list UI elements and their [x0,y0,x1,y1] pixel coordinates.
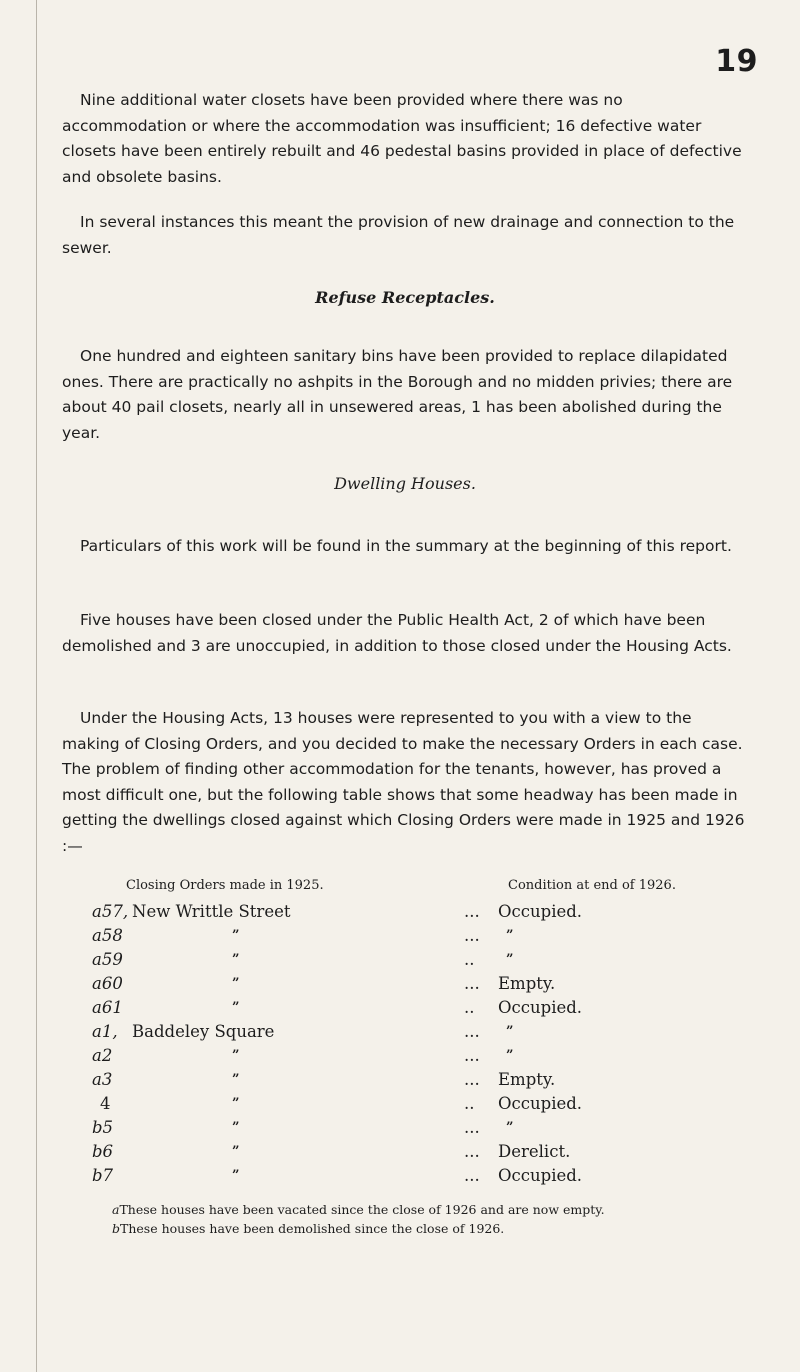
table-row [92,972,772,996]
table-row [92,1044,772,1068]
house-number: 4 [100,1094,111,1113]
house-number: a60 [92,974,123,993]
paragraph-particulars: Particulars of this work will be found in the summary at the beginning of this report. [80,537,732,555]
leader-dots: ... [464,902,480,921]
paragraph-water-closets: Nine additional water closets have been provided where there was no accommodation or where the accommodation was insufficient; 16 defective water closets have been entirely rebuilt and 46 pedestal basins provided in place of defective and obsolete basins. [62,91,742,186]
leader-dots: .. [464,950,475,969]
footnote-a [112,1200,762,1219]
house-number: a2 [92,1046,113,1065]
table-header-condition: Condition at end of 1926. [508,878,676,893]
condition-status: Occupied. [498,1166,583,1185]
footnote-marker: a [112,1202,120,1217]
page-number: 19 [715,44,758,79]
table-row [92,996,772,1020]
closing-orders-table [92,900,772,1188]
paragraph-five-houses: Five houses have been closed under the Public Health Act, 2 of which have been demolished and 3 are unoccupied, in addition to those closed under the Housing Acts. [62,611,732,655]
page-margin-line [36,0,37,1372]
house-number: a1, [92,1022,118,1041]
house-number: a59 [92,950,123,969]
street-name: Baddeley Square [132,1022,275,1041]
leader-dots: ... [464,1022,480,1041]
condition-status: Occupied. [498,902,583,921]
table-row [92,924,772,948]
house-number: a58 [92,926,123,945]
leader-dots: ... [464,1046,480,1065]
leader-dots: ... [464,1166,480,1185]
condition-ditto: ” [506,1120,514,1135]
house-number: b6 [92,1142,114,1161]
table-row [92,948,772,972]
house-number: b7 [92,1166,114,1185]
condition-ditto: ” [506,1048,514,1063]
footnotes [112,1200,762,1238]
house-number: a61 [92,998,123,1017]
street-ditto: ” [232,1120,240,1135]
street-ditto: ” [232,976,240,991]
heading-dwelling-houses: Dwelling Houses. [334,474,476,493]
house-number: a57, [92,902,129,921]
leader-dots: .. [464,1094,475,1113]
condition-status: Occupied. [498,998,583,1017]
street-name: New Writtle Street [132,902,291,921]
footnote-text: These houses have been vacated since the close of 1926 and are now empty. [119,1202,605,1217]
condition-status: Derelict. [498,1142,571,1161]
paragraph-housing-acts: Under the Housing Acts, 13 houses were represented to you with a view to the making of Closing Orders, and you decided to make the necessary Orders in each case. The problem of finding other accommodation for the tenants, however, has proved a most difficult one, but the following table shows that some headway has been made in getting the dwellings closed against which Closing Orders were made in 1925 and 1926 :— [62,709,745,855]
leader-dots: ... [464,1070,480,1089]
street-ditto: ” [232,1168,240,1183]
condition-status: Empty. [498,1070,556,1089]
table-row [92,1092,772,1116]
house-number: b5 [92,1118,114,1137]
street-ditto: ” [232,928,240,943]
table-row [92,1140,772,1164]
footnote-text: These houses have been demolished since the close of 1926. [120,1221,505,1236]
table-row [92,1164,772,1188]
condition-ditto: ” [506,1024,514,1039]
table-row [92,900,772,924]
condition-ditto: ” [506,952,514,967]
condition-status: Empty. [498,974,556,993]
house-number: a3 [92,1070,113,1089]
leader-dots: .. [464,998,475,1017]
table-row [92,1068,772,1092]
paragraph-drainage: In several instances this meant the provision of new drainage and connection to the sewer. [62,213,735,257]
street-ditto: ” [232,1096,240,1111]
leader-dots: ... [464,1118,480,1137]
table-header-closing-orders: Closing Orders made in 1925. [126,878,324,893]
heading-refuse-receptacles: Refuse Receptacles. [315,288,495,307]
street-ditto: ” [232,1000,240,1015]
street-ditto: ” [232,952,240,967]
table-row [92,1020,772,1044]
street-ditto: ” [232,1048,240,1063]
condition-status: Occupied. [498,1094,583,1113]
leader-dots: ... [464,1142,480,1161]
footnote-b [112,1219,762,1238]
paragraph-refuse: One hundred and eighteen sanitary bins have been provided to replace dilapidated ones. There are practically no ashpits in the Borough and no midden privies; there are about 40 pail closets, nearly all in unsewered areas, 1 has been abolished during the year. [62,347,733,442]
street-ditto: ” [232,1144,240,1159]
condition-ditto: ” [506,928,514,943]
leader-dots: ... [464,974,480,993]
footnote-marker: b [112,1221,121,1236]
street-ditto: ” [232,1072,240,1087]
leader-dots: ... [464,926,480,945]
table-row [92,1116,772,1140]
